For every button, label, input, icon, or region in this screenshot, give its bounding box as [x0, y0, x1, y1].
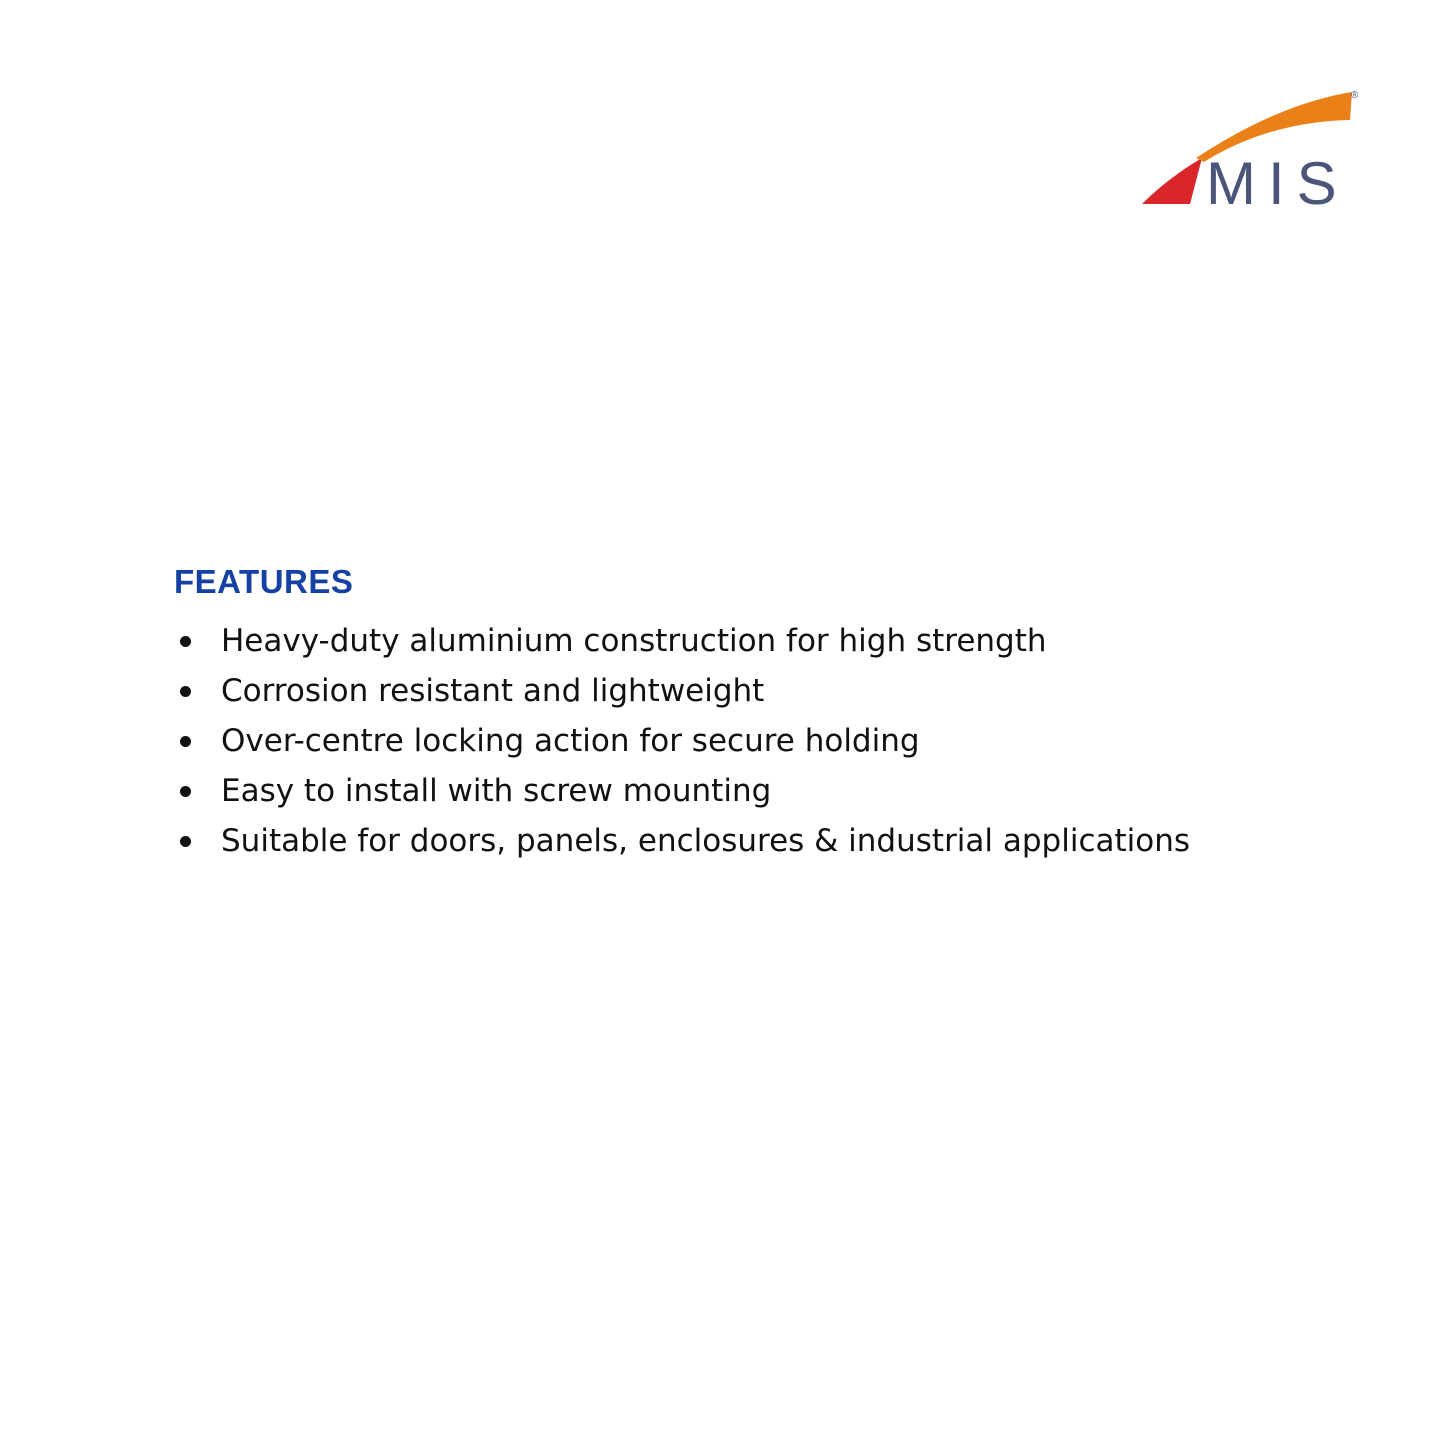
feature-item	[174, 616, 1324, 666]
feature-item	[174, 666, 1324, 716]
logo-text: MIS	[1206, 150, 1349, 210]
features-heading: FEATURES	[174, 563, 354, 600]
feature-item	[174, 816, 1324, 866]
logo-red-swoosh	[1142, 158, 1202, 204]
feature-text: Easy to install with screw mounting	[221, 773, 772, 809]
feature-text: Suitable for doors, panels, enclosures & industrial applications	[221, 823, 1191, 859]
mis-logo	[1138, 86, 1364, 210]
bullet-icon	[180, 686, 191, 697]
feature-text: Corrosion resistant and lightweight	[221, 673, 765, 709]
logo-registered-mark: ®	[1351, 90, 1359, 101]
feature-item	[174, 716, 1324, 766]
features-section	[174, 562, 1324, 866]
feature-text: Heavy-duty aluminium construction for high strength	[221, 623, 1047, 659]
bullet-icon	[180, 736, 191, 747]
feature-text: Over-centre locking action for secure holding	[221, 723, 920, 759]
bullet-icon	[180, 636, 191, 647]
bullet-icon	[180, 786, 191, 797]
feature-list	[174, 616, 1324, 866]
feature-item	[174, 766, 1324, 816]
bullet-icon	[180, 836, 191, 847]
